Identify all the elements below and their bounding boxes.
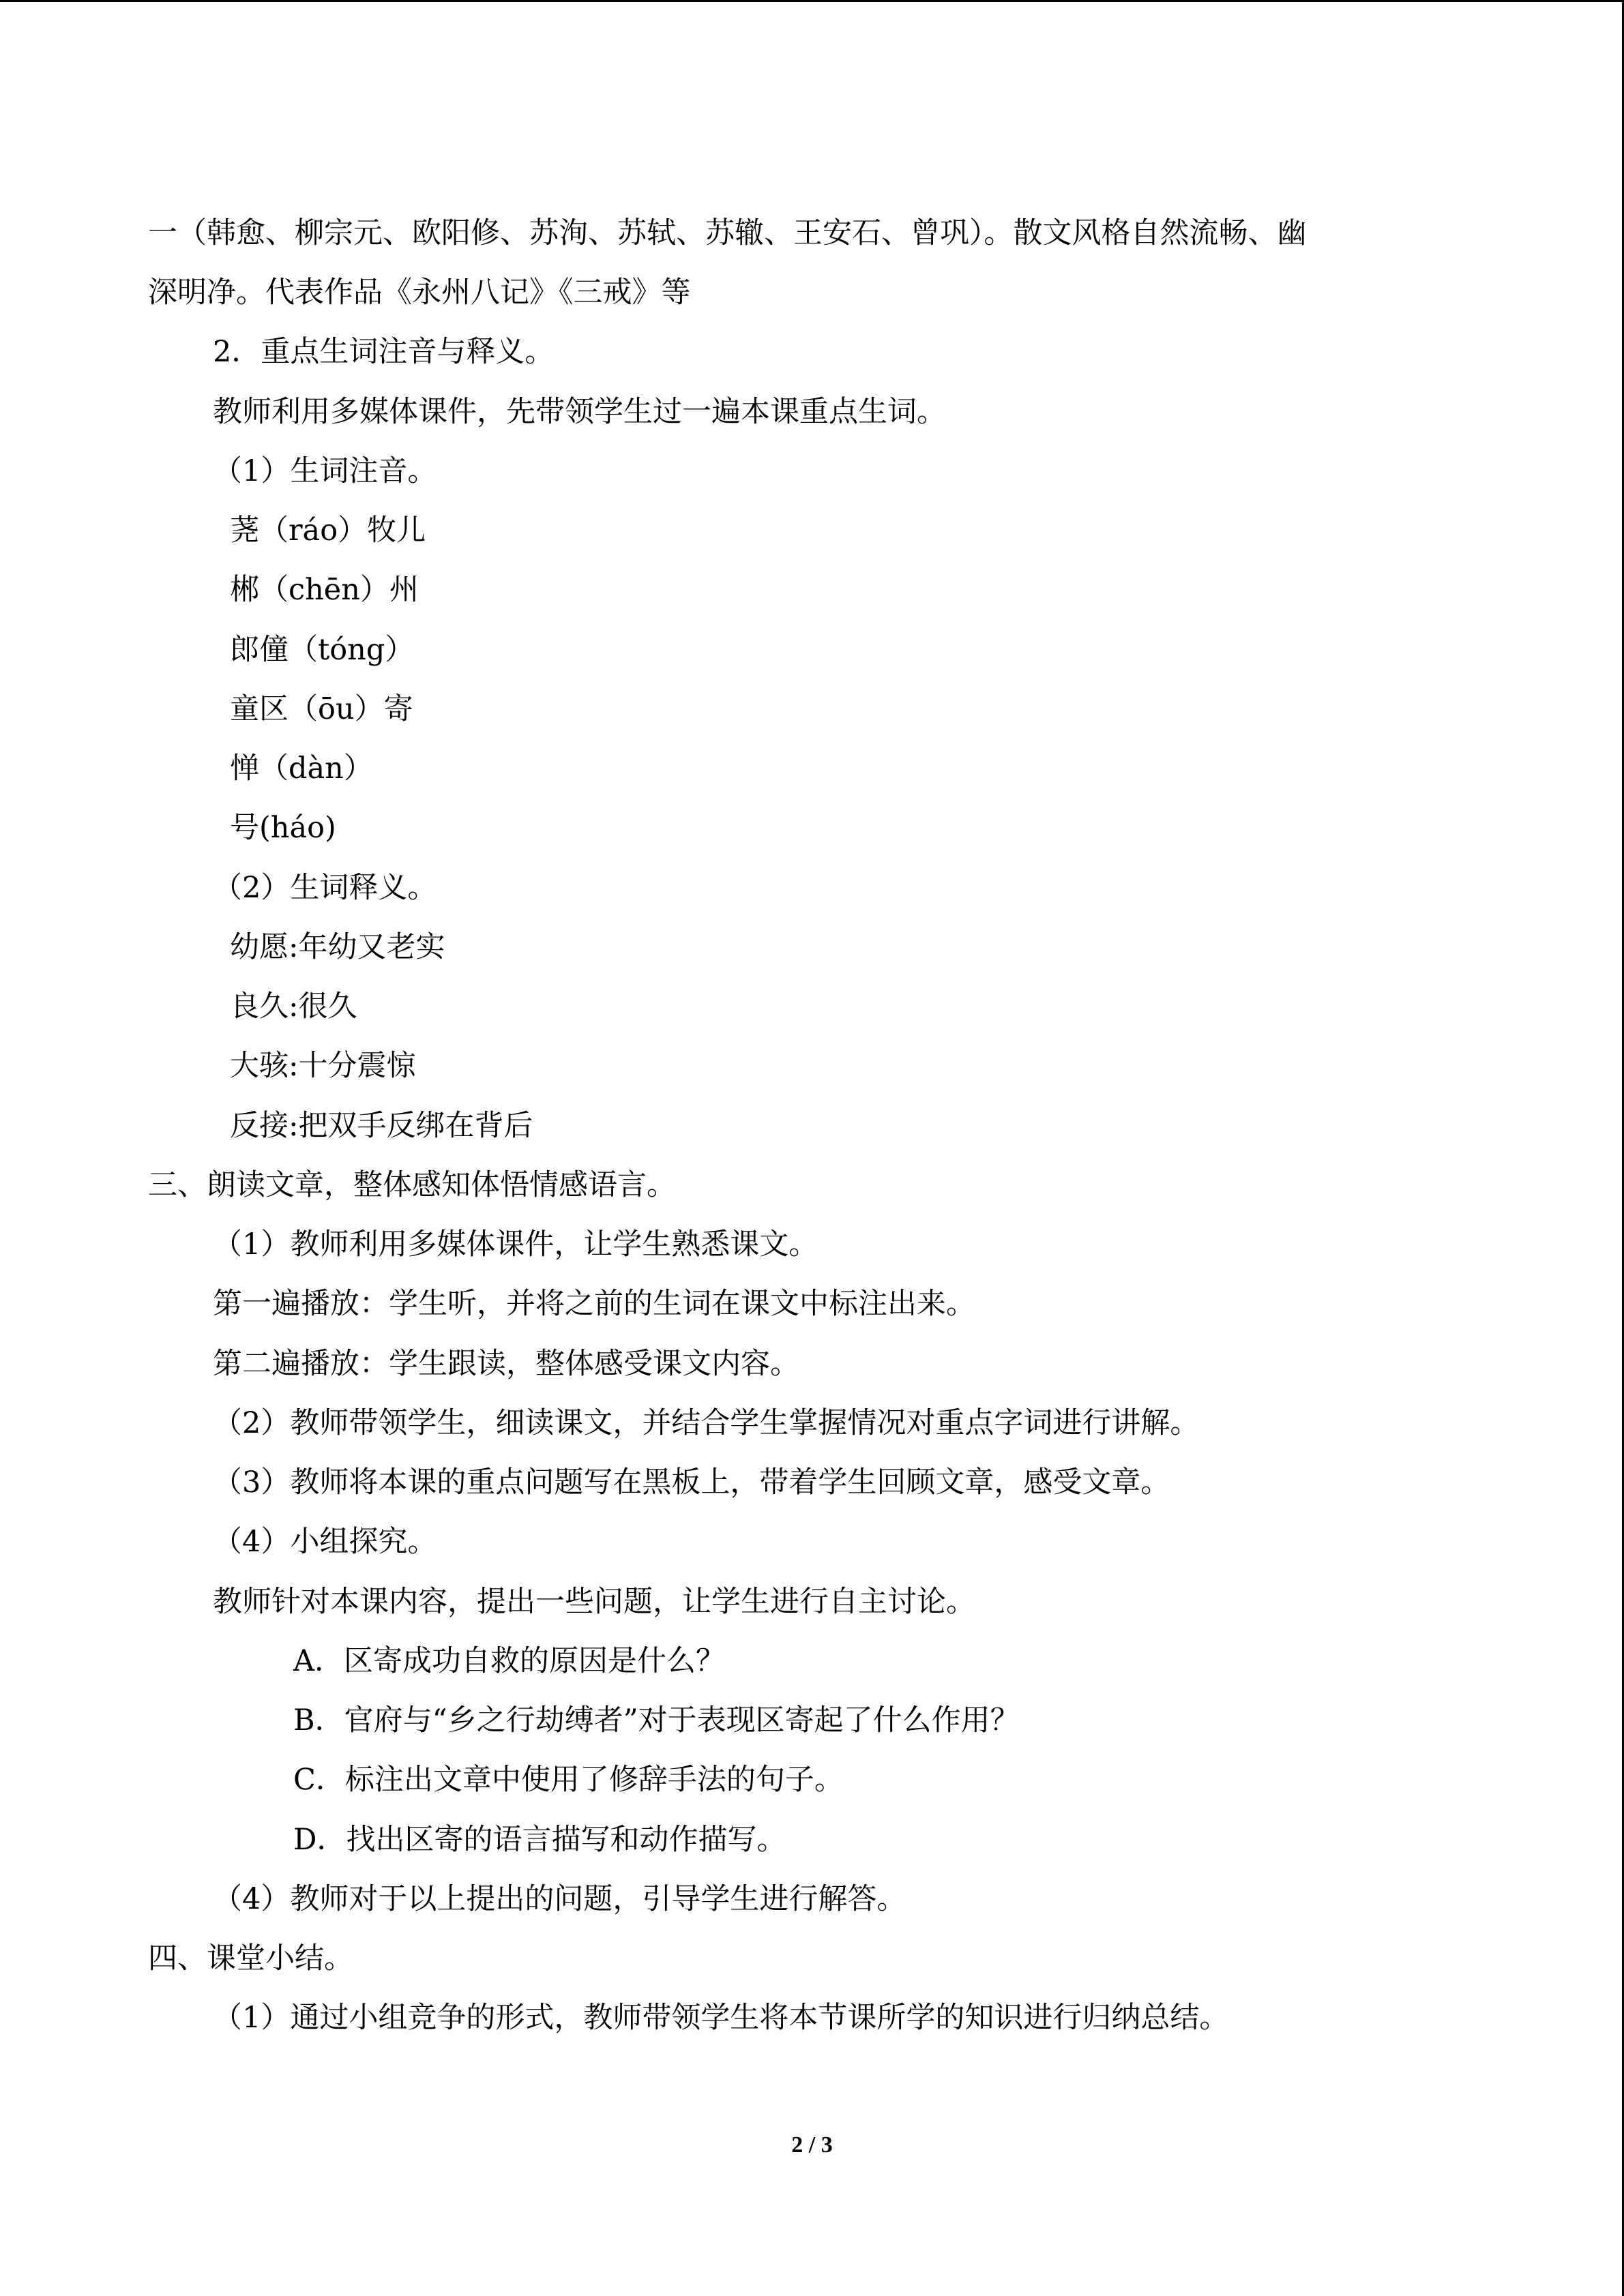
text-line: （2）生词释义。 bbox=[213, 871, 437, 905]
text-line: （4）小组探究。 bbox=[213, 1525, 437, 1559]
text-line: 大骇:十分震惊 bbox=[230, 1049, 416, 1083]
text-line: 深明净。代表作品《永州八记》《三戒》等 bbox=[148, 275, 691, 310]
text-line: 荛（ráo）牧儿 bbox=[230, 513, 426, 548]
text-line: B．官府与“乡之行劫缚者”对于表现区寄起了什么作用？ bbox=[293, 1703, 1020, 1738]
text-line: 2．重点生词注音与释义。 bbox=[213, 335, 555, 369]
text-line: 教师利用多媒体课件，先带领学生过一遍本课重点生词。 bbox=[213, 395, 946, 429]
text-line: C．标注出文章中使用了修辞手法的句子。 bbox=[293, 1763, 844, 1797]
text-line: 三、朗读文章，整体感知体悟情感语言。 bbox=[148, 1168, 676, 1202]
text-line: 号(háo) bbox=[230, 811, 336, 845]
text-line: （2）教师带领学生，细读课文，并结合学生掌握情况对重点字词进行讲解。 bbox=[213, 1406, 1200, 1440]
text-line: 郎僮（tóng） bbox=[230, 633, 415, 667]
text-line: D．找出区寄的语言描写和动作描写。 bbox=[293, 1823, 786, 1857]
text-line: 四、课堂小结。 bbox=[148, 1941, 353, 1976]
text-line: （1）教师利用多媒体课件，让学生熟悉课文。 bbox=[213, 1227, 818, 1262]
text-line: 一（韩愈、柳宗元、欧阳修、苏洵、苏轼、苏辙、王安石、曾巩）。散文风格自然流畅、幽 bbox=[148, 216, 1307, 250]
text-line: 童区（ōu）寄 bbox=[230, 692, 413, 726]
page-top-border bbox=[0, 0, 1624, 2]
text-line: 第二遍播放：学生跟读，整体感受课文内容。 bbox=[213, 1347, 799, 1381]
text-line: 幼愿:年幼又老实 bbox=[230, 930, 445, 964]
text-line: 反接:把双手反绑在背后 bbox=[230, 1109, 533, 1143]
text-line: 良久:很久 bbox=[230, 989, 357, 1024]
text-line: 惮（dàn） bbox=[230, 751, 373, 786]
text-line: （1）生词注音。 bbox=[213, 454, 437, 488]
page-number: 2 / 3 bbox=[791, 2132, 833, 2158]
text-line: 第一遍播放：学生听，并将之前的生词在课文中标注出来。 bbox=[213, 1287, 975, 1321]
text-line: A．区寄成功自救的原因是什么？ bbox=[293, 1644, 726, 1678]
text-line: （3）教师将本课的重点问题写在黑板上，带着学生回顾文章，感受文章。 bbox=[213, 1465, 1170, 1500]
text-line: 郴（chēn）州 bbox=[230, 573, 419, 607]
text-line: （1）通过小组竞争的形式，教师带领学生将本节课所学的知识进行归纳总结。 bbox=[213, 2001, 1229, 2035]
text-line: （4）教师对于以上提出的问题，引导学生进行解答。 bbox=[213, 1882, 906, 1916]
text-line: 教师针对本课内容，提出一些问题，让学生进行自主讨论。 bbox=[213, 1585, 975, 1619]
